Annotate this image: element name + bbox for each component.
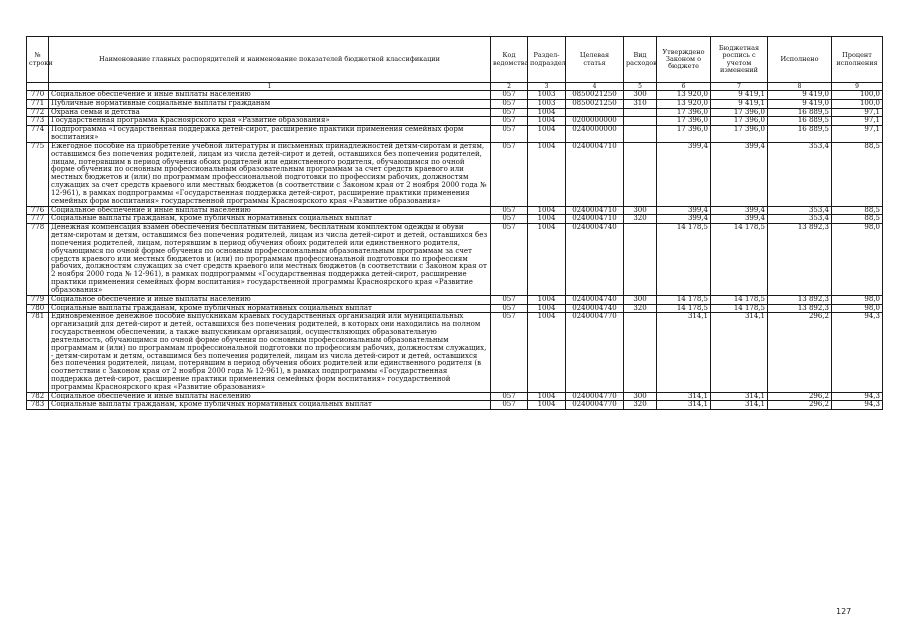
row-plan: 14 178,5 <box>711 304 768 313</box>
row-percent: 100,0 <box>832 91 883 100</box>
budget-table-page <box>26 36 882 410</box>
row-section: 1004 <box>528 313 566 392</box>
row-plan: 399,4 <box>711 206 768 215</box>
row-expense-type: 300 <box>624 392 657 401</box>
row-name: Охрана семьи и детства <box>49 108 491 117</box>
row-expense-type <box>624 313 657 392</box>
row-approved: 13 920,0 <box>657 91 711 100</box>
row-plan: 14 178,5 <box>711 295 768 304</box>
row-expense-type <box>624 126 657 143</box>
row-dept-code: 057 <box>491 91 528 100</box>
row-dept-code: 057 <box>491 142 528 206</box>
row-approved: 13 920,0 <box>657 99 711 108</box>
row-approved: 399,4 <box>657 142 711 206</box>
header-approved: Утверждено Законом о бюджете <box>657 37 711 83</box>
row-target: 0240004740 <box>566 224 624 295</box>
row-executed: 353,4 <box>768 142 832 206</box>
row-dept-code: 057 <box>491 108 528 117</box>
row-target: 0240004770 <box>566 313 624 392</box>
row-dept-code: 057 <box>491 99 528 108</box>
row-section: 1003 <box>528 91 566 100</box>
row-name: Ежегодное пособие на приобретение учебной литературы и письменных принадлежностей детям-сиротам и детям, оставшимся без попечения родителей, лицам из числа детей-сирот и детей, оставшихся без попечения родителей, лицам, потерявшим в период обучения обоих родителей или единственного родителя, обучающимся по очной форме обучения по основным профессиональным образовательным программам за счет средств краевого или местных бюджетов и (или) по программам профессиональной подготовки по профессиям рабочих, должностям служащих за счет средств краевого или местных бюджетов (в соответствии с Законом края от 2 ноября 2000 года № 12-961), в рамках подпрограммы «Государственная поддержка детей-сирот, расширение практики применения семейных форм воспитания» государственной программы Красноярского края «Развитие образования» <box>49 142 491 206</box>
column-number: 3 <box>528 83 566 91</box>
row-target: 0850021250 <box>566 91 624 100</box>
row-number: 770 <box>27 91 49 100</box>
row-target: 0850021250 <box>566 99 624 108</box>
column-number: 8 <box>768 83 832 91</box>
header-row-number: № строки <box>27 37 49 83</box>
row-percent: 88,5 <box>832 206 883 215</box>
page-number: 127 <box>836 607 852 616</box>
row-target: 0240000000 <box>566 126 624 143</box>
row-name: Социальные выплаты гражданам, кроме публичных нормативных социальных выплат <box>49 401 491 410</box>
row-expense-type: 320 <box>624 401 657 410</box>
row-number: 783 <box>27 401 49 410</box>
row-target: 0240004710 <box>566 206 624 215</box>
row-section: 1004 <box>528 142 566 206</box>
column-number: 9 <box>832 83 883 91</box>
row-percent: 88,5 <box>832 142 883 206</box>
table-row <box>27 126 883 143</box>
row-section: 1004 <box>528 401 566 410</box>
row-target: 0240004710 <box>566 215 624 224</box>
row-name: Социальное обеспечение и иные выплаты населению <box>49 206 491 215</box>
row-plan: 314,1 <box>711 313 768 392</box>
row-approved: 14 178,5 <box>657 295 711 304</box>
row-target: 0240004710 <box>566 142 624 206</box>
header-expense-type: Вид расходов <box>624 37 657 83</box>
row-dept-code: 057 <box>491 215 528 224</box>
row-expense-type <box>624 142 657 206</box>
row-percent: 98,0 <box>832 224 883 295</box>
row-expense-type <box>624 224 657 295</box>
row-number: 777 <box>27 215 49 224</box>
row-executed: 13 892,3 <box>768 304 832 313</box>
column-number: 4 <box>566 83 624 91</box>
table-row <box>27 401 883 410</box>
row-name: Государственная программа Красноярского края «Развитие образования» <box>49 117 491 126</box>
row-expense-type <box>624 108 657 117</box>
row-plan: 17 396,0 <box>711 126 768 143</box>
row-section: 1003 <box>528 99 566 108</box>
table-row <box>27 295 883 304</box>
row-percent: 97,1 <box>832 126 883 143</box>
row-target: 0240004770 <box>566 392 624 401</box>
row-name: Социальные выплаты гражданам, кроме публичных нормативных социальных выплат <box>49 215 491 224</box>
row-percent: 94,3 <box>832 313 883 392</box>
table-row <box>27 99 883 108</box>
row-approved: 14 178,5 <box>657 304 711 313</box>
row-name: Социальные выплаты гражданам, кроме публичных нормативных социальных выплат <box>49 304 491 313</box>
column-number: 6 <box>657 83 711 91</box>
row-percent: 98,0 <box>832 295 883 304</box>
row-name: Социальное обеспечение и иные выплаты населению <box>49 91 491 100</box>
row-plan: 399,4 <box>711 215 768 224</box>
row-plan: 17 396,0 <box>711 117 768 126</box>
row-expense-type: 320 <box>624 304 657 313</box>
row-number: 775 <box>27 142 49 206</box>
row-target: 0240004770 <box>566 401 624 410</box>
row-plan: 9 419,1 <box>711 91 768 100</box>
row-approved: 14 178,5 <box>657 224 711 295</box>
header-target-article: Целевая статья <box>566 37 624 83</box>
row-executed: 353,4 <box>768 215 832 224</box>
row-number: 774 <box>27 126 49 143</box>
header-executed: Исполнено <box>768 37 832 83</box>
table-row <box>27 91 883 100</box>
row-section: 1004 <box>528 392 566 401</box>
row-number: 778 <box>27 224 49 295</box>
row-executed: 16 889,5 <box>768 117 832 126</box>
row-approved: 314,1 <box>657 313 711 392</box>
row-dept-code: 057 <box>491 295 528 304</box>
row-name: Социальное обеспечение и иные выплаты населению <box>49 295 491 304</box>
row-section: 1004 <box>528 304 566 313</box>
row-dept-code: 057 <box>491 313 528 392</box>
row-plan: 9 419,1 <box>711 99 768 108</box>
header-percent: Процент исполнения <box>832 37 883 83</box>
row-approved: 399,4 <box>657 215 711 224</box>
row-name: Подпрограмма «Государственная поддержка детей-сирот, расширение практики применения семейных форм воспитания» <box>49 126 491 143</box>
row-executed: 13 892,3 <box>768 295 832 304</box>
row-executed: 13 892,3 <box>768 224 832 295</box>
row-number: 771 <box>27 99 49 108</box>
row-approved: 314,1 <box>657 392 711 401</box>
row-section: 1004 <box>528 108 566 117</box>
row-expense-type: 310 <box>624 99 657 108</box>
row-percent: 88,5 <box>832 215 883 224</box>
row-dept-code: 057 <box>491 206 528 215</box>
row-name: Социальное обеспечение и иные выплаты населению <box>49 392 491 401</box>
row-dept-code: 057 <box>491 304 528 313</box>
row-percent: 94,3 <box>832 401 883 410</box>
header-name: Наименование главных распорядителей и наименование показателей бюджетной классификации <box>49 37 491 83</box>
row-expense-type <box>624 117 657 126</box>
table-row <box>27 313 883 392</box>
row-percent: 98,0 <box>832 304 883 313</box>
header-section: Раздел-подраздел <box>528 37 566 83</box>
row-plan: 314,1 <box>711 401 768 410</box>
row-executed: 9 419,0 <box>768 99 832 108</box>
row-approved: 314,1 <box>657 401 711 410</box>
row-dept-code: 057 <box>491 117 528 126</box>
row-executed: 296,2 <box>768 313 832 392</box>
row-expense-type: 300 <box>624 91 657 100</box>
row-percent: 97,1 <box>832 117 883 126</box>
row-target: 0240004740 <box>566 304 624 313</box>
row-dept-code: 057 <box>491 224 528 295</box>
column-number: 2 <box>491 83 528 91</box>
row-expense-type: 300 <box>624 206 657 215</box>
row-section: 1004 <box>528 224 566 295</box>
row-number: 772 <box>27 108 49 117</box>
row-approved: 17 396,0 <box>657 117 711 126</box>
column-number: 7 <box>711 83 768 91</box>
row-plan: 314,1 <box>711 392 768 401</box>
header-dept-code: Код ведомства <box>491 37 528 83</box>
row-percent: 100,0 <box>832 99 883 108</box>
row-number: 781 <box>27 313 49 392</box>
row-section: 1004 <box>528 117 566 126</box>
row-target: 0200000000 <box>566 117 624 126</box>
column-number: 5 <box>624 83 657 91</box>
row-plan: 14 178,5 <box>711 224 768 295</box>
row-executed: 16 889,5 <box>768 108 832 117</box>
row-dept-code: 057 <box>491 126 528 143</box>
row-executed: 9 419,0 <box>768 91 832 100</box>
row-plan: 17 396,0 <box>711 108 768 117</box>
row-number: 780 <box>27 304 49 313</box>
row-executed: 353,4 <box>768 206 832 215</box>
row-number: 782 <box>27 392 49 401</box>
row-expense-type: 320 <box>624 215 657 224</box>
row-name: Денежная компенсация взамен обеспечения бесплатным питанием, бесплатным комплектом одежды и обуви детям-сиротам и детям, оставшимся без попечения родителей, лицам из числа детей-сирот и детей, оставшихся без попечения родителей, лицам, потерявшим в период обучения обоих родителей или единственного родителя, обучающимся по очной форме обучения по основным профессиональным образовательным программам за счет средств краевого или местных бюджетов и (или) по программам профессиональной подготовки по профессиям рабочих, должностям служащих за счет средств краевого или местных бюджетов (в соответствии с Законом края от 2 ноября 2000 года № 12-961), в рамках подпрограммы «Государственная поддержка детей-сирот, расширение практики применения семейных форм воспитания» государственной программы Красноярского края «Развитие образования» <box>49 224 491 295</box>
row-number: 776 <box>27 206 49 215</box>
row-name: Публичные нормативные социальные выплаты гражданам <box>49 99 491 108</box>
row-approved: 17 396,0 <box>657 126 711 143</box>
row-number: 779 <box>27 295 49 304</box>
table-row <box>27 142 883 206</box>
row-target: 0240004740 <box>566 295 624 304</box>
row-approved: 399,4 <box>657 206 711 215</box>
row-section: 1004 <box>528 295 566 304</box>
row-section: 1004 <box>528 215 566 224</box>
row-executed: 296,2 <box>768 392 832 401</box>
row-percent: 94,3 <box>832 392 883 401</box>
row-expense-type: 300 <box>624 295 657 304</box>
row-percent: 97,1 <box>832 108 883 117</box>
row-approved: 17 396,0 <box>657 108 711 117</box>
row-dept-code: 057 <box>491 392 528 401</box>
row-plan: 399,4 <box>711 142 768 206</box>
table-header-row <box>27 37 883 83</box>
column-number: 1 <box>49 83 491 91</box>
table-row <box>27 224 883 295</box>
row-executed: 296,2 <box>768 401 832 410</box>
header-budget-plan: Бюджетная роспись с учетом изменений <box>711 37 768 83</box>
row-executed: 16 889,5 <box>768 126 832 143</box>
row-dept-code: 057 <box>491 401 528 410</box>
row-number: 773 <box>27 117 49 126</box>
row-section: 1004 <box>528 206 566 215</box>
row-section: 1004 <box>528 126 566 143</box>
row-name: Единовременное денежное пособие выпускникам краевых государственных организаций или муниципальных организаций для детей-сирот и детей, оставшихся без попечения родителей, в которых они находились на полном государственном обеспечении, а также выпускникам организаций, осуществляющих образовательную деятельность, обучающимся по очной форме обучения по основным профессиональным образовательным программам и (или) по программам профессиональной подготовки по профессиям рабочих, должностям служащих, - детям-сиротам и детям, оставшимся без попечения родителей, лицам из числа детей-сирот и детей, оставшихся без попечения родителей, лицам, потерявшим в период обучения обоих родителей или единственного родителя (в соответствии с Законом края от 2 ноября 2000 года № 12-961), в рамках подпрограммы «Государственная поддержка детей-сирот, расширение практики применения семейных форм воспитания» государственной программы Красноярского края «Развитие образования» <box>49 313 491 392</box>
budget-execution-table <box>26 36 883 410</box>
